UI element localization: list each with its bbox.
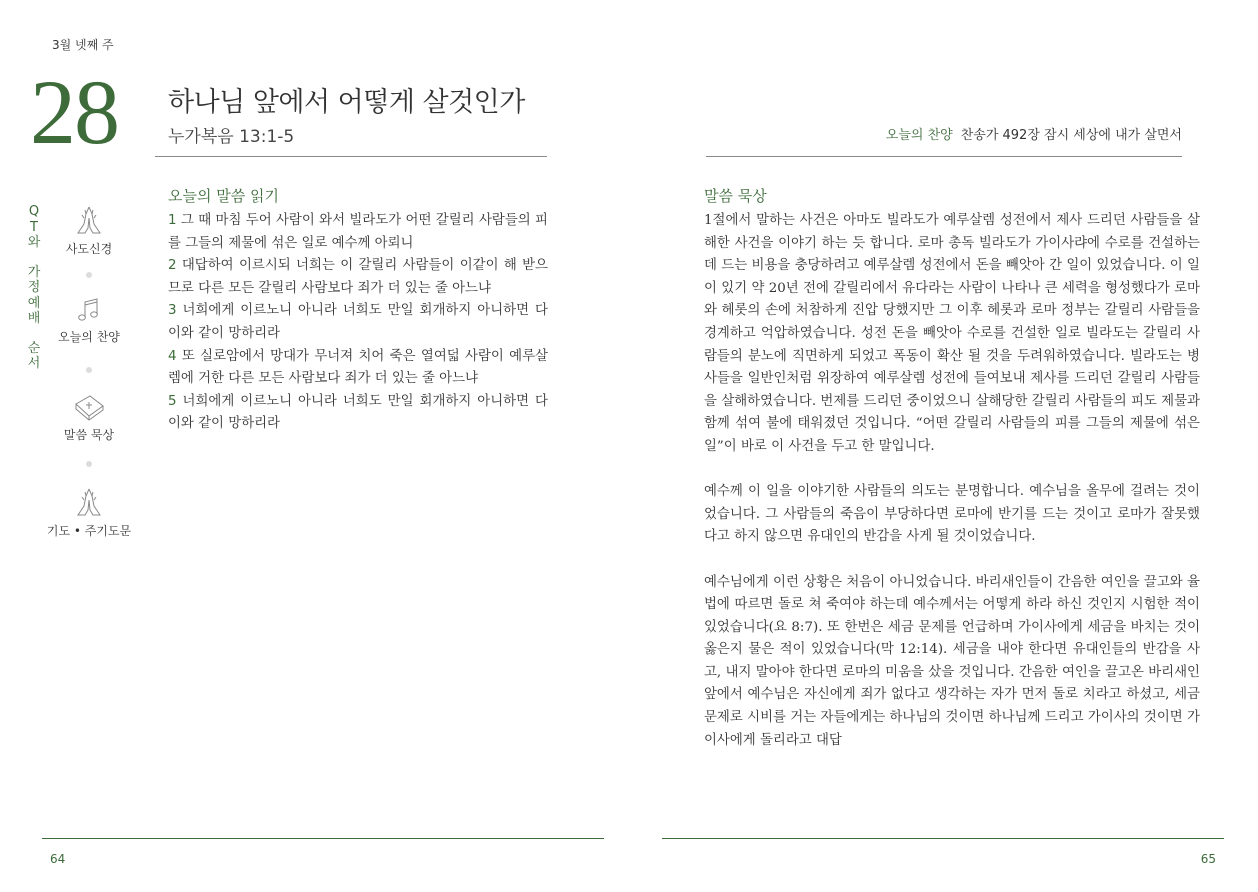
hymn-label: 오늘의 찬양 (885, 128, 953, 143)
step-separator (86, 367, 92, 373)
verse (168, 255, 548, 300)
paragraph: 예수님에게 이런 상황은 처음이 아니었습니다. 바리새인들이 간음한 여인을 끌고와 율법에 따르면 돌로 쳐 죽여야 하는데 예수께서는 어떻게 하라 하신 것인지 시험한 적이 있었습니다(요 8:7). 또 한번은 세금 문제를 언급하며 가이사에게 세금을 바치는 것이 옳은지 물은 적이 있었습니다(막 12:14). 세금을 내야 한다면 유대인들의 반감을 사고, 내지 말아야 한다면 로마의 미움을 샀을 것입니다. 간음한 여인을 끌고온 바리새인 앞에서 예수님은 자신에게 죄가 없다고 생각하는 자가 먼저 돌로 치라고 하셨고, 세금 문제로 시비를 거는 자들에게는 하나님의 것이면 하나님께 드리고 가이사의 것이면 가이사에게 돌리라고 대답 (704, 574, 1200, 748)
verse-text: 너희에게 이르노니 아니라 너희도 만일 회개하지 아니하면 다 이와 같이 망하리라 (168, 393, 548, 432)
scripture-reference: 누가복음 13:1-5 (168, 127, 295, 147)
divider (706, 156, 1182, 157)
scripture-verses (168, 210, 548, 436)
step-todays-hymn (44, 296, 134, 345)
paragraph: 예수께 이 일을 이야기한 사람들의 의도는 분명합니다. 예수님을 올무에 걸려는 것이었습니다. 그 사람들의 죽음이 부당하다면 로마에 반기를 드는 것이고 로마가 잘못했다고 하지 않으면 유대인의 반감을 사게 될 것이었습니다. (704, 484, 1200, 545)
step-label: 오늘의 찬양 (58, 330, 120, 344)
hymn-title: 찬송가 492장 잠시 세상에 내가 살면서 (960, 128, 1182, 143)
page-title: 하나님 앞에서 어떻게 살것인가 (168, 87, 525, 118)
verse (168, 391, 548, 436)
verse-number: 1 (168, 213, 177, 228)
verse (168, 210, 548, 255)
step-separator (86, 461, 92, 467)
step-label: 말씀 묵상 (63, 428, 115, 442)
step-apostles-creed (44, 204, 134, 257)
verse-text: 대답하여 이르시되 너희는 이 갈릴리 사람들이 이같이 해 받으므로 다른 모든 갈릴리 사람보다 죄가 더 있는 줄 아느냐 (168, 258, 548, 296)
week-label: 3월 넷째 주 (52, 38, 114, 52)
reading-heading: 오늘의 말씀 읽기 (168, 187, 279, 205)
music-note-icon (74, 296, 104, 324)
page-number-left: 64 (50, 852, 66, 866)
step-label: 기도 • 주기도문 (46, 524, 132, 538)
verse-text: 너희에게 이르노니 아니라 너희도 만일 회개하지 아니하면 다 이와 같이 망하리라 (168, 303, 548, 341)
footer-rule (42, 838, 604, 839)
verse (168, 300, 548, 345)
verse-text: 또 실로암에서 망대가 무너져 치어 죽은 열여덟 사람이 예루살렘에 거한 다른 모든 사람보다 죄가 더 있는 줄 아느냐 (168, 348, 548, 387)
meditation-body (704, 210, 1200, 775)
verse-number: 2 (168, 258, 177, 274)
verse (168, 346, 548, 391)
step-separator (86, 272, 92, 278)
praying-hands-icon (74, 204, 104, 236)
vertical-section-title: Q T 와 가 정 예 배 순 서 (27, 204, 41, 371)
verse-number: 3 (168, 303, 177, 319)
todays-hymn (886, 124, 1182, 143)
meditation-heading: 말씀 묵상 (704, 187, 767, 205)
step-label: 사도신경 (65, 242, 113, 256)
verse-text: 그 때 마침 두어 사람이 와서 빌라도가 어떤 갈릴리 사람들의 피를 그들의 제물에 섞은 일로 예수께 아뢰니 (168, 213, 548, 251)
footer-rule (662, 838, 1224, 839)
step-word-meditation (44, 392, 134, 443)
divider (155, 156, 547, 157)
step-prayer (44, 486, 134, 539)
praying-hands-icon (74, 486, 104, 518)
page-number-right: 65 (1200, 852, 1216, 866)
verse-number: 5 (168, 393, 177, 409)
bible-icon (72, 392, 106, 422)
verse-number: 4 (168, 348, 177, 364)
day-number: 28 (30, 61, 118, 163)
paragraph: 1절에서 말하는 사건은 아마도 빌라도가 예루살렘 성전에서 제사 드리던 사람들을 살해한 사건을 이야기 하는 듯 합니다. 로마 총독 빌라도가 가이사랴에 수로를 건설하는데 드는 비용을 충당하려고 예루살렘 성전에서 돈을 빼앗아 간 일이 있었습니다. 이 일이 있기 약 20년 전에 갈릴리에서 유다라는 사람이 나타나 큰 세력을 형성했다가 로마와 헤롯의 손에 처참하게 진압 당했지만 그 이후 헤롯과 로마 정부는 갈릴리 사람들을 경계하고 억압하였습니다. 성전 돈을 빼앗아 수로를 건설한 일로 빌라도는 갈릴리 사람들의 분노에 직면하게 되었고 폭동이 확산 될 것을 두려워하였습니다. 빌라도는 병사들을 일반인처럼 위장하여 예루살렘 성전에 들여보내 제사를 드리던 갈릴리 사람들을 살해하였습니다. 번제를 드리던 중이었으니 살해당한 갈릴리 사람들의 피도 제물과 함께 섞여 불에 태워졌던 것입니다. “어떤 갈릴리 사람들의 피를 그들의 제물에 섞은 일”이 바로 이 사건을 두고 한 말입니다. (704, 213, 1200, 454)
